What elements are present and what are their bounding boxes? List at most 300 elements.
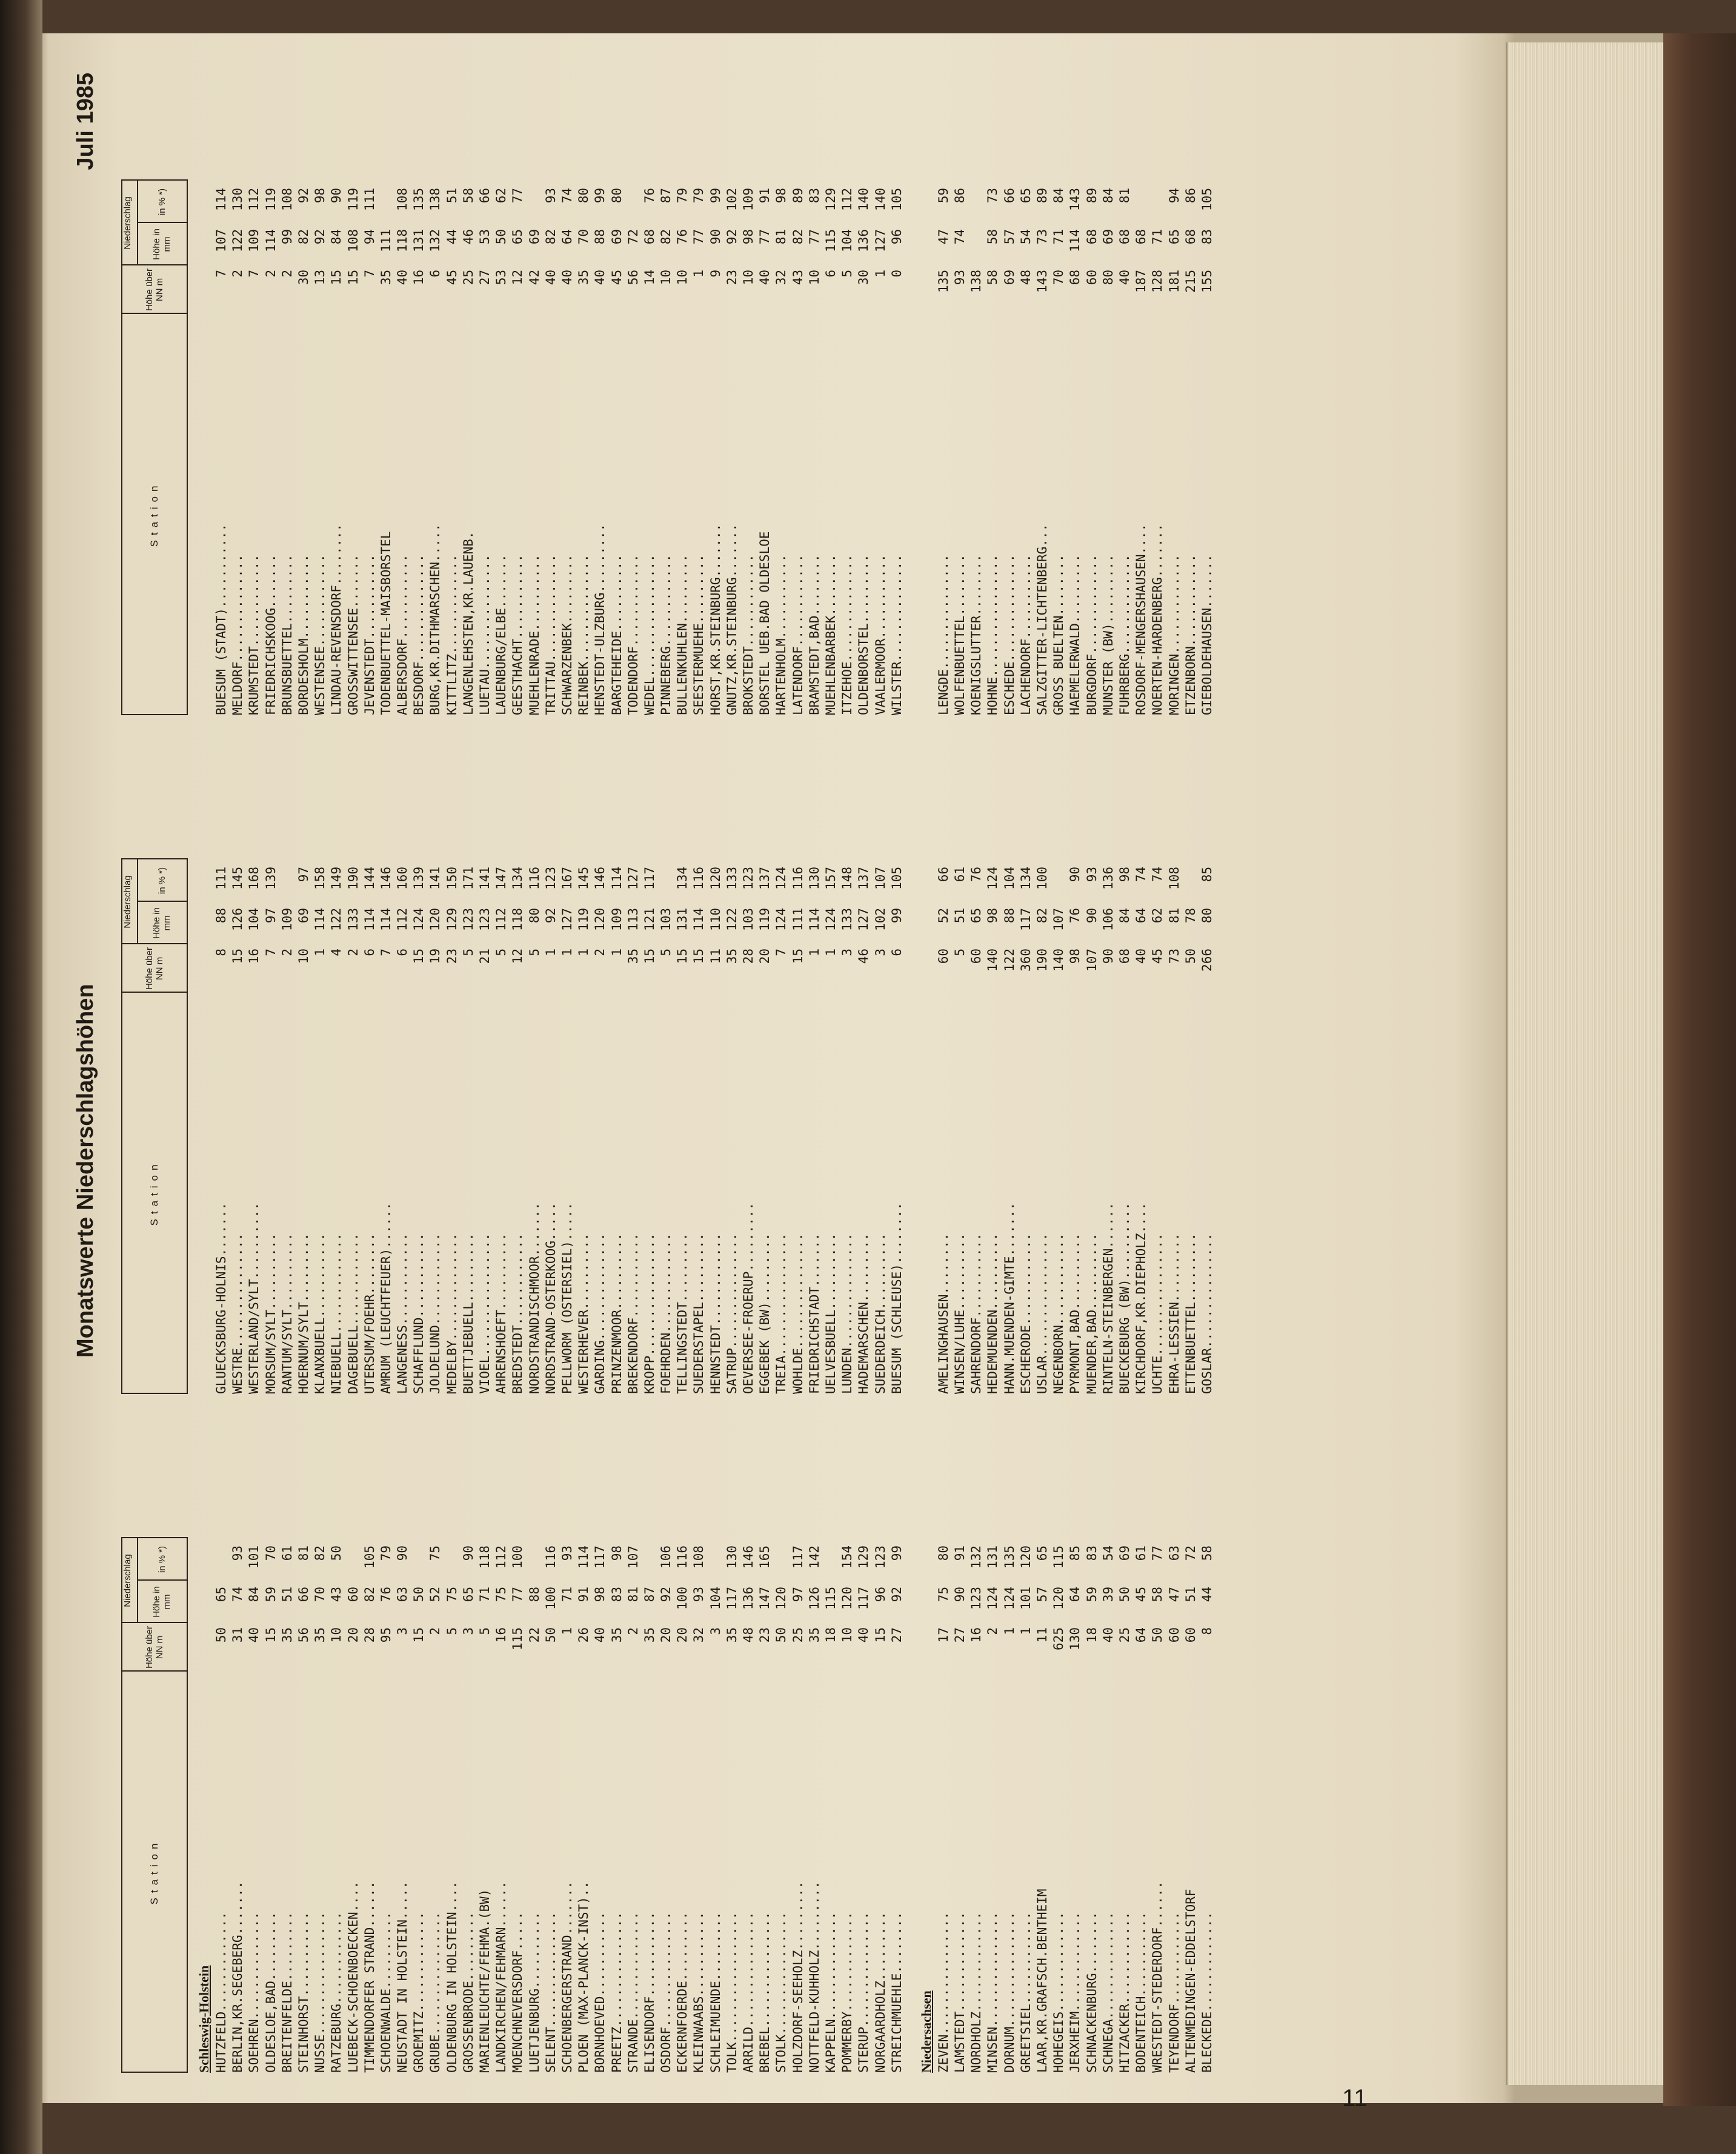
station-height: 15	[642, 949, 657, 964]
precip-mm: 87	[642, 1587, 657, 1602]
station-name: BLECKEDE.............	[1199, 1912, 1214, 2073]
page-number: 11	[1342, 2085, 1368, 2112]
table-row	[296, 861, 312, 1394]
header-precip: Niederschlag	[122, 1538, 138, 1623]
station-height: 8	[1199, 1627, 1214, 1635]
table-row	[246, 182, 262, 715]
station-height: 35	[806, 1627, 822, 1643]
header-precip: Niederschlag	[122, 859, 138, 944]
station-height: 40	[1117, 270, 1132, 285]
table-row	[510, 1539, 526, 2073]
station-name: SUEDERDEICH..........	[873, 1233, 888, 1394]
table-row	[378, 1539, 394, 2073]
station-name: GREETSIEL............	[1018, 1912, 1033, 2073]
station-name: SAHRENDORF...........	[969, 1233, 984, 1394]
table-row	[312, 182, 328, 715]
station-height: 6	[395, 949, 410, 956]
table-row	[806, 1539, 823, 2073]
table-row	[378, 182, 394, 715]
precip-mm: 132	[428, 229, 443, 252]
precip-mm: 98	[741, 229, 756, 245]
precip-mm: 69	[609, 229, 624, 245]
station-height: 23	[724, 270, 739, 285]
station-height: 40	[247, 1627, 262, 1643]
station-name: ETTENBUETTEL.........	[1183, 1233, 1198, 1394]
station-name: HOLZDORF-SEEHOLZ.........	[790, 1881, 805, 2073]
station-name: MORSUM/SYLT..........	[263, 1233, 278, 1394]
station-height: 21	[477, 949, 492, 964]
station-height: 3	[873, 949, 888, 956]
precip-mm: 113	[625, 908, 640, 931]
table-row	[527, 861, 543, 1394]
precip-pct: 111	[214, 867, 228, 890]
table-row	[823, 861, 839, 1394]
station-name: ZEVEN................	[936, 1912, 951, 2073]
station-height: 98	[1068, 949, 1083, 964]
station-height: 1	[873, 270, 888, 278]
station-height: 53	[494, 270, 509, 285]
precip-mm: 123	[477, 908, 492, 931]
precip-mm: 71	[559, 1587, 574, 1602]
table-row	[985, 182, 1001, 715]
station-height: 27	[477, 270, 492, 285]
precip-pct: 134	[1018, 867, 1033, 890]
station-height: 69	[1002, 270, 1017, 285]
precip-mm: 102	[873, 908, 888, 931]
precip-pct: 58	[1199, 1545, 1214, 1561]
station-name: OEVERSEE-FROERUP.........	[741, 1202, 756, 1394]
header-precip-mm: Höhe in mm	[137, 1579, 187, 1623]
precip-mm: 60	[345, 1587, 361, 1602]
table-row	[740, 182, 757, 715]
precip-mm: 118	[510, 908, 525, 931]
precip-pct: 147	[494, 867, 509, 890]
station-name: MORINGEN.............	[1166, 554, 1182, 715]
station-name: LAAR,KR.GRAFSCH.BENTHEIM	[1035, 1889, 1049, 2073]
precip-mm: 92	[724, 229, 739, 245]
station-name: GROSSENBRODE.........	[461, 1912, 476, 2073]
station-name: WESTERLAND/SYLT..........	[247, 1202, 262, 1394]
precip-mm: 52	[936, 908, 951, 924]
precip-pct: 127	[625, 867, 640, 890]
table-row	[444, 182, 461, 715]
table-row	[609, 1539, 625, 2073]
station-height: 15	[263, 1627, 278, 1643]
precip-mm: 71	[477, 1587, 492, 1602]
station-height: 50	[1183, 949, 1198, 964]
station-height: 7	[362, 270, 377, 278]
precip-pct: 112	[494, 1545, 509, 1569]
precip-pct: 130	[724, 1545, 739, 1569]
precip-pct: 93	[230, 1545, 245, 1561]
precip-mm: 65	[214, 1587, 228, 1602]
station-height: 31	[230, 1627, 245, 1643]
precip-pct: 123	[543, 867, 558, 890]
table-row	[609, 861, 625, 1394]
precip-mm: 57	[1002, 229, 1017, 245]
station-name: SALZGITTER-LICHTENBERG...	[1035, 523, 1049, 715]
column-header	[121, 1537, 188, 2073]
table-row	[1117, 861, 1133, 1394]
table-row	[230, 861, 246, 1394]
station-name: BREKENDORF...........	[625, 1233, 640, 1394]
table-row	[263, 1539, 279, 2073]
precip-mm: 120	[774, 1587, 789, 1610]
table-row	[362, 861, 378, 1394]
table-row	[1166, 861, 1183, 1394]
precip-pct: 85	[1199, 867, 1214, 882]
station-height: 40	[1134, 949, 1149, 964]
station-height: 1	[691, 270, 707, 278]
station-name: GRUBE................	[428, 1912, 443, 2073]
station-name: BUETTJEBUELL.........	[461, 1233, 476, 1394]
precip-mm: 127	[873, 229, 888, 252]
station-name: BURG,KR.DITHMARSCHEN.....	[428, 523, 443, 715]
table-row	[246, 1539, 262, 2073]
precip-mm: 70	[576, 229, 591, 245]
station-name: JERXHEIM.............	[1068, 1912, 1083, 2073]
header-height: Höhe über NN m	[122, 264, 187, 314]
precip-pct: 142	[806, 1545, 822, 1569]
precip-mm: 81	[774, 229, 789, 245]
precip-mm: 73	[1035, 229, 1049, 245]
precip-mm: 124	[823, 908, 838, 931]
table-row	[839, 861, 856, 1394]
precip-pct: 119	[345, 188, 361, 211]
station-height: 60	[1084, 270, 1099, 285]
station-name: DORNUM...............	[1002, 1912, 1017, 2073]
station-height: 107	[1084, 949, 1099, 972]
precip-pct: 99	[593, 188, 608, 204]
station-name: PELLWORM (OSTERSIEL).....	[559, 1202, 574, 1394]
station-height: 40	[559, 270, 574, 285]
station-height: 143	[1035, 270, 1049, 293]
precip-pct: 105	[362, 1545, 377, 1569]
station-name: NEGENBORN............	[1051, 1233, 1066, 1394]
table-row	[839, 182, 856, 715]
precip-mm: 103	[659, 908, 674, 931]
station-height: 3	[840, 949, 855, 956]
table-row	[1100, 1539, 1117, 2073]
precip-pct: 146	[741, 1545, 756, 1569]
precip-mm: 99	[889, 908, 904, 924]
precip-mm: 80	[1199, 908, 1214, 924]
precip-pct: 116	[691, 867, 707, 890]
table-row	[559, 861, 576, 1394]
precip-pct: 146	[378, 867, 393, 890]
table-row	[856, 182, 872, 715]
table-row	[312, 1539, 328, 2073]
station-name: HAEMELERWALD.........	[1068, 554, 1083, 715]
station-name: BUESUM (STADT)...........	[214, 523, 228, 715]
precip-mm: 97	[263, 908, 278, 924]
station-name: LINDAU-REVENSDORF........	[329, 523, 344, 715]
table-row	[724, 1539, 740, 2073]
station-height: 15	[345, 270, 361, 285]
precip-mm: 100	[675, 1587, 690, 1610]
precip-mm: 65	[969, 908, 984, 924]
station-height: 5	[461, 949, 476, 956]
table-row	[936, 182, 952, 715]
precip-mm: 98	[985, 908, 1000, 924]
station-height: 190	[1035, 949, 1049, 972]
precip-mm: 52	[428, 1587, 443, 1602]
precip-pct: 168	[247, 867, 262, 890]
top-shadow	[42, 0, 1736, 33]
precip-pct: 139	[263, 867, 278, 890]
station-height: 5	[840, 270, 855, 278]
station-height: 27	[889, 1627, 904, 1643]
station-height: 1	[576, 949, 591, 956]
table-row	[493, 1539, 510, 2073]
station-height: 12	[510, 270, 525, 285]
precip-mm: 108	[345, 229, 361, 252]
precip-mm: 119	[757, 908, 773, 931]
precip-pct: 98	[1117, 867, 1132, 882]
station-height: 30	[296, 270, 311, 285]
precip-pct: 137	[856, 867, 871, 890]
precip-pct: 93	[1084, 867, 1099, 882]
precip-mm: 112	[395, 908, 410, 931]
table-row	[444, 861, 461, 1394]
table-row	[691, 182, 707, 715]
station-name: LUETJENBURG..........	[527, 1912, 542, 2073]
table-row	[1133, 861, 1149, 1394]
precip-mm: 117	[724, 1587, 739, 1610]
station-height: 11	[1035, 1627, 1049, 1643]
station-name: LATENDORF............	[790, 554, 805, 715]
station-height: 16	[411, 270, 427, 285]
precip-pct: 84	[1051, 188, 1066, 204]
station-name: MEDELBY..............	[444, 1233, 459, 1394]
precip-pct: 75	[428, 1545, 443, 1561]
station-height: 35	[642, 1627, 657, 1643]
station-name: HADEMARSCHEN.........	[856, 1233, 871, 1394]
station-name: WINSEN/LUHE..........	[953, 1233, 968, 1394]
station-name: OSDORF...............	[659, 1912, 674, 2073]
table-row	[345, 182, 362, 715]
station-height: 18	[1084, 1627, 1099, 1643]
precip-mm: 114	[1068, 229, 1083, 252]
precip-mm: 82	[659, 229, 674, 245]
precip-pct: 89	[790, 188, 805, 204]
precip-pct: 73	[985, 188, 1000, 204]
station-height: 58	[985, 270, 1000, 285]
precipitation-table	[121, 55, 1478, 2085]
table-row	[527, 1539, 543, 2073]
precip-pct: 59	[936, 188, 951, 204]
station-name: HARTENHOLM...........	[774, 554, 789, 715]
header-precip-mm: Höhe in mm	[137, 222, 187, 265]
precip-pct: 77	[1150, 1545, 1165, 1561]
precip-mm: 114	[691, 908, 707, 931]
table-row	[345, 861, 362, 1394]
precip-pct: 120	[708, 867, 723, 890]
precip-pct: 160	[395, 867, 410, 890]
station-height: 16	[247, 949, 262, 964]
precip-pct: 100	[510, 1545, 525, 1569]
precip-mm: 88	[593, 229, 608, 245]
precip-mm: 71	[1150, 229, 1165, 245]
precip-pct: 87	[659, 188, 674, 204]
precip-pct: 82	[313, 1545, 328, 1561]
station-name: EGGEBEK (BW).........	[757, 1233, 773, 1394]
precip-pct: 90	[329, 188, 344, 204]
station-height: 18	[823, 1627, 838, 1643]
precip-pct: 157	[823, 867, 838, 890]
station-name: HOERNUM/SYLT.........	[296, 1233, 311, 1394]
station-height: 40	[395, 270, 410, 285]
station-height: 50	[543, 1627, 558, 1643]
station-name: NORDHOLZ.............	[969, 1912, 984, 2073]
station-height: 12	[510, 949, 525, 964]
table-row	[592, 1539, 608, 2073]
station-name: FUHRBERG.............	[1117, 554, 1132, 715]
station-name: RANTUM/SYLT..........	[279, 1233, 294, 1394]
precip-pct: 99	[889, 1545, 904, 1561]
station-name: UELVESBUELL..........	[823, 1233, 838, 1394]
precip-pct: 124	[985, 867, 1000, 890]
precip-mm: 59	[263, 1587, 278, 1602]
table-row	[1002, 182, 1018, 715]
precip-mm: 101	[1018, 1587, 1033, 1610]
table-row	[674, 861, 691, 1394]
precip-mm: 57	[1035, 1587, 1049, 1602]
precip-pct: 138	[428, 188, 443, 211]
station-height: 6	[823, 270, 838, 278]
precip-pct: 74	[1150, 867, 1165, 882]
table-row	[246, 861, 262, 1394]
station-name: TRITTAU..............	[543, 554, 558, 715]
station-height: 16	[969, 1627, 984, 1643]
station-height: 3	[395, 1627, 410, 1635]
table-row	[576, 182, 592, 715]
station-height: 23	[444, 949, 459, 964]
precip-mm: 123	[969, 1587, 984, 1610]
table-row	[1100, 182, 1117, 715]
station-height: 50	[774, 1627, 789, 1643]
station-height: 35	[279, 1627, 294, 1643]
precip-pct: 94	[1166, 188, 1182, 204]
station-height: 40	[1100, 1627, 1116, 1643]
station-name: KIRCHDORF,KR.DIEPHOLZ....	[1134, 1202, 1149, 1394]
precip-mm: 46	[461, 229, 476, 245]
table-row	[1183, 182, 1199, 715]
station-height: 35	[313, 1627, 328, 1643]
station-name: BESDORF..............	[411, 554, 427, 715]
station-name: NIEBUELL.............	[329, 1233, 344, 1394]
station-height: 11	[708, 949, 723, 964]
precip-mm: 84	[247, 1587, 262, 1602]
station-height: 5	[527, 949, 542, 956]
section-gap	[905, 861, 917, 1394]
header-precip-pct: in % *)	[156, 867, 167, 895]
table-row	[839, 1539, 856, 2073]
table-row	[394, 182, 411, 715]
station-height: 10	[741, 270, 756, 285]
table-row	[1034, 182, 1051, 715]
table-row	[296, 1539, 312, 2073]
precip-pct: 107	[873, 867, 888, 890]
station-height: 22	[527, 1627, 542, 1643]
precip-pct: 76	[642, 188, 657, 204]
station-height: 360	[1018, 949, 1033, 972]
precip-mm: 47	[1166, 1587, 1182, 1602]
station-height: 26	[576, 1627, 591, 1643]
table-row	[1149, 182, 1166, 715]
table-row	[263, 861, 279, 1394]
table-row	[1051, 861, 1067, 1394]
precip-mm: 115	[823, 229, 838, 252]
station-name: ALBERSDORF...........	[395, 554, 410, 715]
precip-pct: 116	[543, 1545, 558, 1569]
station-height: 46	[856, 949, 871, 964]
precip-pct: 79	[691, 188, 707, 204]
precip-mm: 136	[856, 229, 871, 252]
precip-pct: 190	[345, 867, 361, 890]
precip-pct: 74	[559, 188, 574, 204]
table-row	[1117, 182, 1133, 715]
station-height: 25	[1117, 1627, 1132, 1643]
precip-mm: 127	[559, 908, 574, 931]
station-height: 7	[247, 270, 262, 278]
precip-pct: 135	[411, 188, 427, 211]
section-title	[195, 182, 213, 715]
section-title	[917, 182, 936, 715]
table-row	[889, 182, 905, 715]
precip-mm: 68	[642, 229, 657, 245]
station-name: LAUENBURG/ELBE.......	[494, 554, 509, 715]
precip-mm: 96	[873, 1587, 888, 1602]
header-station: Station	[122, 992, 187, 1393]
precip-mm: 112	[494, 908, 509, 931]
station-name: HOHNE................	[985, 554, 1000, 715]
precip-mm: 65	[461, 1587, 476, 1602]
precip-mm: 91	[576, 1587, 591, 1602]
station-name: HORST,KR.STEINBURG.......	[708, 523, 723, 715]
station-height: 56	[296, 1627, 311, 1643]
table-row	[806, 861, 823, 1394]
table-row	[411, 182, 427, 715]
station-height: 1	[559, 1627, 574, 1635]
station-name: BORSTEL UEB.BAD OLDESLOE	[757, 531, 773, 715]
station-height: 17	[936, 1627, 951, 1643]
table-row	[708, 182, 724, 715]
table-row	[708, 861, 724, 1394]
precip-pct: 90	[395, 1545, 410, 1561]
precip-mm: 64	[1068, 1587, 1083, 1602]
precip-pct: 70	[263, 1545, 278, 1561]
station-name: WEDEL................	[642, 554, 657, 715]
station-height: 48	[741, 1627, 756, 1643]
precip-mm: 99	[279, 229, 294, 245]
precip-pct: 134	[675, 867, 690, 890]
header-station: Station	[122, 1670, 187, 2072]
station-name: KLEINWAABS...........	[691, 1912, 707, 2073]
station-name: POMMERBY.............	[840, 1912, 855, 2073]
header-station: Station	[122, 313, 187, 714]
precip-mm: 54	[1018, 229, 1033, 245]
precip-mm: 66	[296, 1587, 311, 1602]
section-title: Schleswig-Holstein	[196, 1965, 211, 2073]
precip-mm: 53	[477, 229, 492, 245]
table-row	[642, 182, 658, 715]
table-row	[625, 1539, 642, 2073]
table-row	[724, 861, 740, 1394]
table-row	[806, 182, 823, 715]
station-name: GROEMITZ.............	[411, 1912, 427, 2073]
station-height: 50	[1150, 1627, 1165, 1643]
